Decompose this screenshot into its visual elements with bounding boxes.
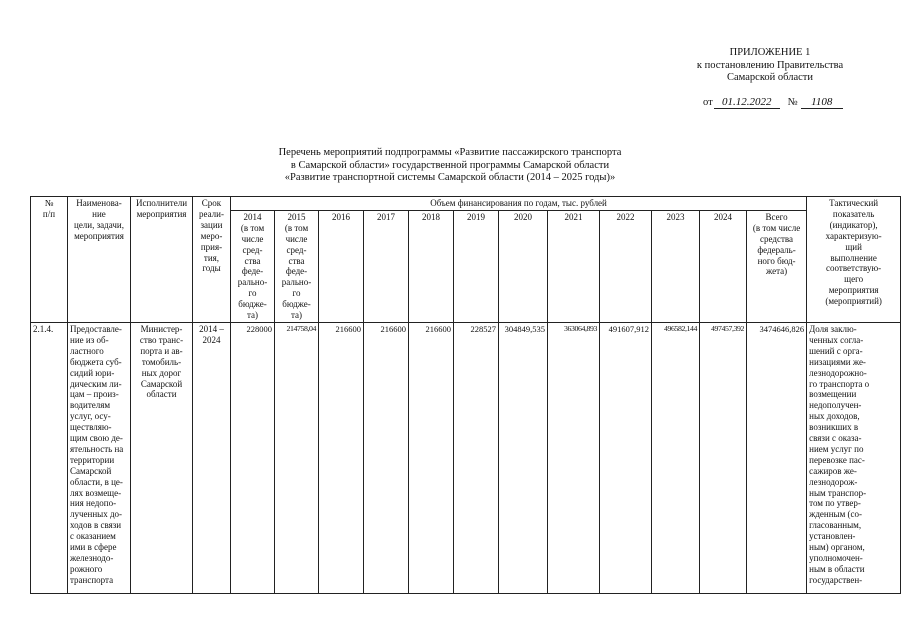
appendix-header <box>640 47 900 85</box>
header-year-2021: 2021 <box>548 210 600 322</box>
header-year-2023: 2023 <box>652 210 700 322</box>
row-period: 2014 – 2024 <box>193 322 231 593</box>
appendix-title: ПРИЛОЖЕНИЕ 1 <box>729 47 811 58</box>
header-name: Наименова- ние цели, задачи, мероприятия <box>68 197 131 323</box>
decree-date-number <box>703 96 843 109</box>
header-year-2014: 2014 (в том числе сред- ства феде- рально- го бюдже- та) <box>231 210 275 322</box>
number-prefix: № <box>787 97 798 108</box>
row-measure-name: Предоставле- ние из об- ластного бюджета суб- сидий юри- дическим ли- цам – произ- водителям услуг, осу- ществляю- щим свою де- ятельность на территории Самарской области, в це- лях возмеще- ния недопо- лученных до- ходов в связи с оказанием ими в сфере железнодо- рожного транспорта <box>68 322 131 593</box>
table-row <box>31 322 901 593</box>
row-value-2019: 228527 <box>454 322 499 593</box>
header-period: Срок реали- зации меро- прия- тия, годы <box>193 197 231 323</box>
row-executor: Министер- ство транс- порта и ав- томобиль- ных дорог Самарской области <box>131 322 193 593</box>
row-value-2023: 496582,144 <box>652 322 700 593</box>
row-value-2017: 216600 <box>364 322 409 593</box>
header-funding-title: Объем финансирования по годам, тыс. рублей <box>231 197 807 211</box>
header-executors: Исполнители мероприятия <box>131 197 193 323</box>
header-year-2019: 2019 <box>454 210 499 322</box>
table-header-row <box>31 197 901 211</box>
appendix-subtitle: к постановлению Правительства <box>696 59 844 71</box>
date-prefix: от <box>703 97 713 108</box>
row-value-2016: 216600 <box>319 322 364 593</box>
header-year-2015: 2015 (в том числе сред- ства феде- рально- го бюдже- та) <box>275 210 319 322</box>
header-year-2024: 2024 <box>700 210 747 322</box>
row-indicator: Доля заклю- ченных согла- шений с орга- низациями же- лезнодорожно- го транспорта о возмещении недополучен- ных доходов, возникших в связи с оказа- нием услуг по перевозке пас- сажиров же- лезнодорож- ным транспор- том по утвер- жденным (со- гласованным, установлен- ным) органом, уполномочен- ным в области государствен- <box>807 322 901 593</box>
date-value: 01.12.2022 <box>721 96 772 108</box>
header-total: Всего (в том числе средства федераль- ного бюд- жета) <box>747 210 807 322</box>
header-year-2018: 2018 <box>409 210 454 322</box>
header-year-2016: 2016 <box>319 210 364 322</box>
document-title <box>200 147 700 185</box>
measures-table <box>30 196 901 594</box>
row-value-2021: 363064,893 <box>548 322 600 593</box>
title-line-3: «Развитие транспортной системы Самарской области (2014 – 2025 годы)» <box>284 172 616 183</box>
header-year-2020: 2020 <box>499 210 548 322</box>
row-value-2018: 216600 <box>409 322 454 593</box>
header-year-2017: 2017 <box>364 210 409 322</box>
row-num: 2.1.4. <box>31 322 68 593</box>
appendix-region: Самарской области <box>727 72 813 83</box>
header-num: № п/п <box>31 197 68 323</box>
header-indicator: Тактический показатель (индикатор), характеризую- щий выполнение соответствую- щего мероприятия (мероприятий) <box>807 197 901 323</box>
header-year-2022: 2022 <box>600 210 652 322</box>
row-value-2015: 214758,04 <box>275 322 319 593</box>
row-value-2014: 228000 <box>231 322 275 593</box>
row-value-2024: 497457,392 <box>700 322 747 593</box>
number-value: 1108 <box>811 96 833 108</box>
row-value-2022: 491607,912 <box>600 322 652 593</box>
row-value-2020: 304849,535 <box>499 322 548 593</box>
title-line-1: Перечень мероприятий подпрограммы «Развитие пассажирского транспорта <box>278 147 622 158</box>
title-line-2: в Самарской области» государственной программы Самарской области <box>290 159 610 171</box>
row-value-total: 3474646,826 <box>747 322 807 593</box>
